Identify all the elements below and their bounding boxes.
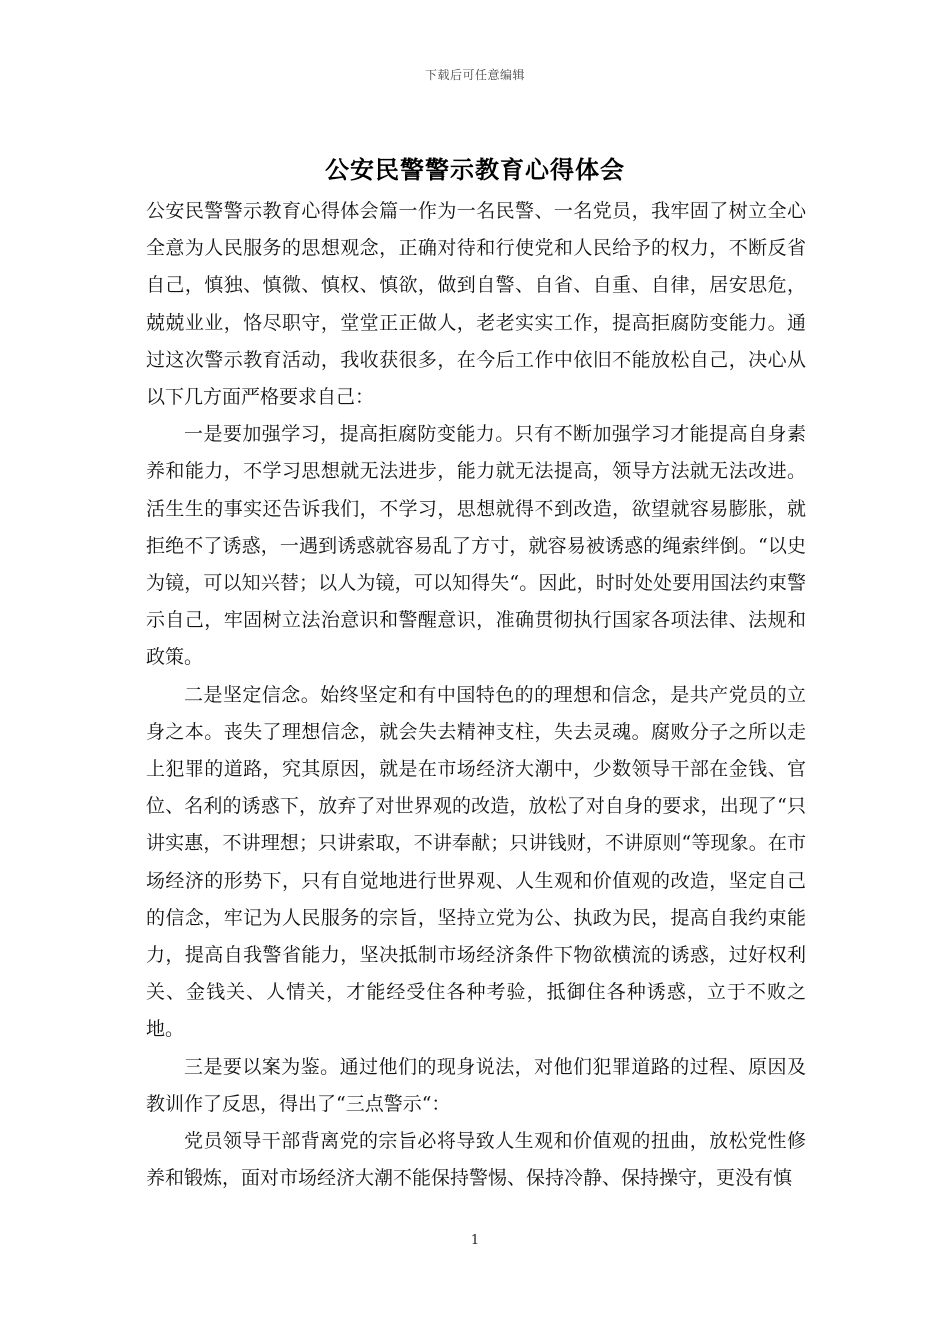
paragraph-intro: 公安民警警示教育心得体会篇一作为一名民警、一名党员，我牢固了树立全心全意为人民服务的思想观念，正确对待和行使党和人民给予的权力，不断反省自己，慎独、慎微、慎权、慎欲，做到自警、自省、自重、自律，居安思危，兢兢业业，恪尽职守，堂堂正正做人，老老实实工作，提高拒腐防变能力。通过这次警示教育活动，我收获很多，在今后工作中依旧不能放松自己，决心从以下几方面严格要求自己：	[146, 200, 806, 409]
paragraph-point-three: 三是要以案为鉴。通过他们的现身说法，对他们犯罪道路的过程、原因及教训作了反思，得出了“三点警示“：	[146, 1055, 806, 1115]
header-note: 下载后可任意编辑	[424, 68, 525, 82]
paragraph-point-one: 一是要加强学习，提高拒腐防变能力。只有不断加强学习才能提高自身素养和能力，不学习思想就无法进步，能力就无法提高，领导方法就无法改进。活生生的事实还告诉我们，不学习，思想就得不到改造，欲望就容易膨胀，就拒绝不了诱惑，一遇到诱惑就容易乱了方寸，就容易被诱惑的绳索绊倒。“以史为镜，可以知兴替；以人为镜，可以知得失“。因此，时时处处要用国法约束警示自己，牢固树立法治意识和警醒意识，准确贯彻执行国家各项法律、法规和政策。	[146, 423, 806, 669]
paragraph-warning-one: 党员领导干部背离党的宗旨必将导致人生观和价值观的扭曲，放松党性修养和锻炼，面对市场经济大潮不能保持警惕、保持冷静、保持操守，更没有慎	[146, 1130, 806, 1190]
document-title: 公安民警警示教育心得体会	[325, 155, 625, 184]
document-body	[146, 193, 806, 1197]
paragraph-point-two: 二是坚定信念。始终坚定和有中国特色的的理想和信念，是共产党员的立身之本。丧失了理想信念，就会失去精神支柱，失去灵魂。腐败分子之所以走上犯罪的道路，究其原因，就是在市场经济大潮中，少数领导干部在金钱、官位、名利的诱惑下，放弃了对世界观的改造，放松了对自身的要求，出现了“只讲实惠，不讲理想；只讲索取，不讲奉献；只讲钱财，不讲原则“等现象。在市场经济的形势下，只有自觉地进行世界观、人生观和价值观的改造，坚定自己的信念，牢记为人民服务的宗旨，坚持立党为公、执政为民，提高自我约束能力，提高自我警省能力，坚决抵制市场经济条件下物欲横流的诱惑，过好权利关、金钱关、人情关，才能经受住各种考验，抵御住各种诱惑，立于不败之地。	[146, 683, 806, 1041]
page-number: 1	[470, 1233, 480, 1248]
